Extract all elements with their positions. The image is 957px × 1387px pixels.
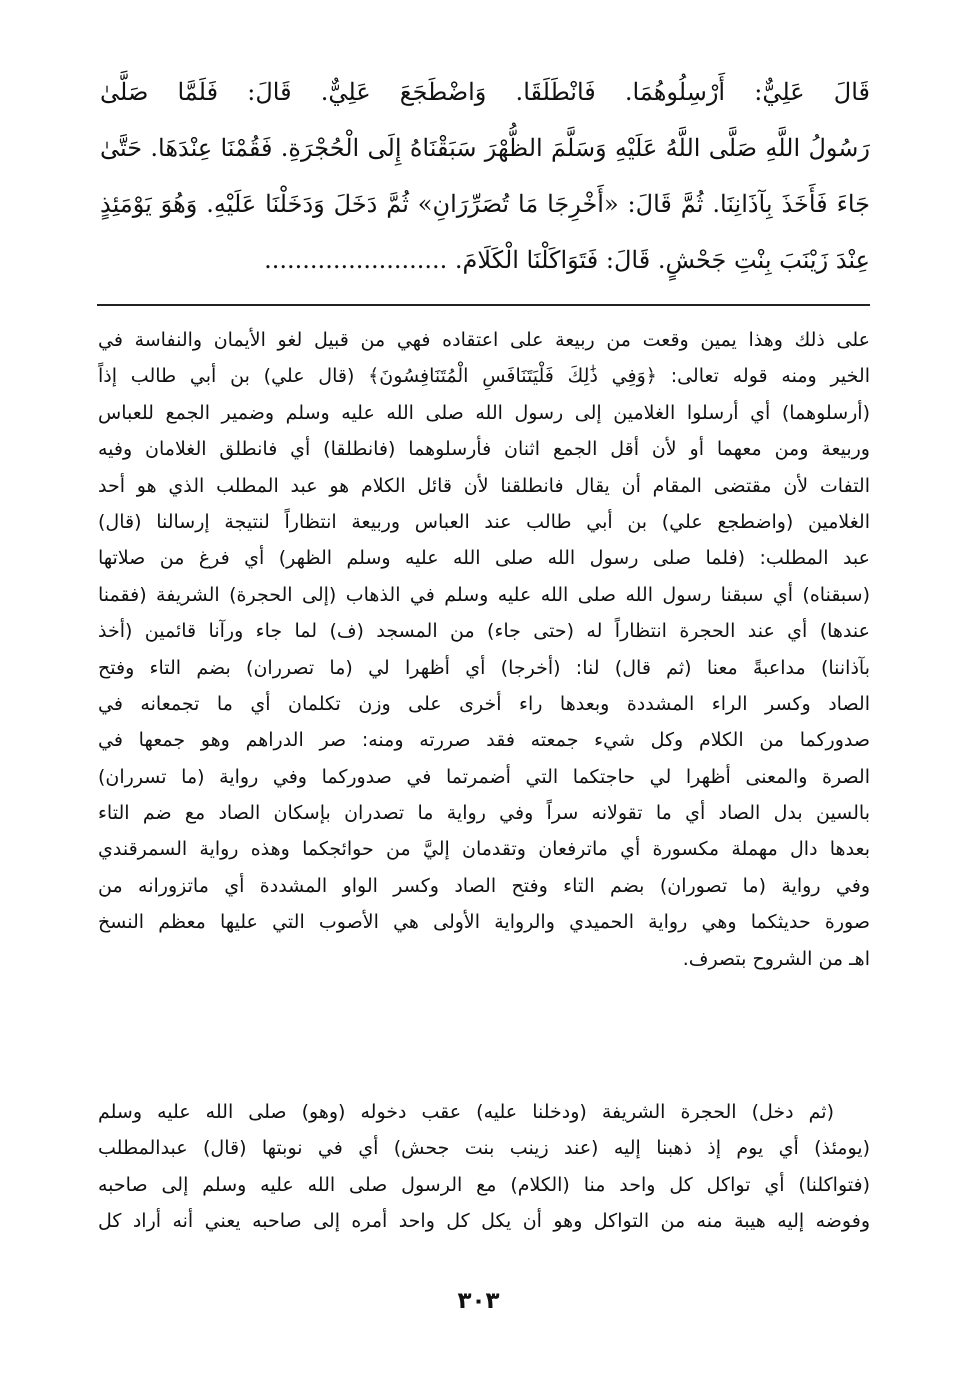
commentary-line: (سبقناه) أي سبقنا رسول الله صلى الله عليه وسلم في الذهاب (إلى الحجرة) الشريفة (فقمنا <box>98 583 870 606</box>
commentary-line: التفات لأن مقتضى المقام أن يقال فانطلقنا لأن قائل الكلام هو عبد المطلب الذي هو أحد <box>98 474 870 497</box>
commentary-line: عندها) أي عند الحجرة انتظاراً له (حتى جاء) من المسجد (ف) لما جاء ورآنا قائمين (أخذ <box>98 620 870 643</box>
commentary-line: وفوضه إليه هيبة منه من التواكل وهو أن يكل كل واحد أمره إلى صاحبه يعني أنه أراد كل <box>98 1210 870 1233</box>
commentary-line: اهـ من الشروح بتصرف. <box>682 947 870 970</box>
commentary-line: بآذاننا) مداعبةً معنا (ثم قال) لنا: (أخرجا) أي أظهرا لي (ما تصرران) بضم التاء وفتح <box>98 656 870 679</box>
commentary-line: بالسين بدل الصاد أي ما تقولانه سراً وفي رواية ما تصدران بإسكان الصاد مع ضم التاء <box>98 802 870 825</box>
commentary-line: الصاد وكسر الراء المشددة وبعدها راء أخرى على وزن تكلمان أي ما تجمعانه في <box>98 692 870 715</box>
commentary-line: صورة حديثكما وهي رواية الحميدي والرواية الأولى هي الأصوب التي عليها معظم النسخ <box>98 911 870 934</box>
commentary-block <box>98 322 870 977</box>
commentary-line: الصرة والمعنى أظهرا لي حاجتكما التي أضمرتما في صدوركما وفي رواية (ما تسرران) <box>98 765 870 788</box>
commentary-line: عبد المطلب: (فلما صلى رسول الله صلى الله عليه وسلم الظهر) أي فرغ من صلاتها <box>98 547 870 570</box>
commentary-line: على ذلك وهذا يمين وقعت من ربيعة على اعتقاده فهي من قبيل لغو الأيمان والنفاسة في <box>98 329 870 351</box>
commentary-line: (أرسلوهما) أي أرسلوا الغلامين إلى رسول الله صلى الله عليه وسلم وضمير الجمع للعباس <box>98 401 870 424</box>
commentary-continuation <box>98 1094 870 1240</box>
hadith-text <box>100 64 870 288</box>
commentary-line: بعدها دال مهملة مكسورة أي ماترفعان وتقدمان إليَّ من حوائجكما وهذه رواية السمرقندي <box>98 838 870 861</box>
commentary-line: الخير ومنه قوله تعالى: ﴿وَفِي ذَٰلِكَ فَلْيَتَنَافَسِ الْمُتَنَافِسُونَ﴾ (قال علي) بن أبي طالب إذاً <box>98 365 870 388</box>
commentary-line: (فتواكلنا) أي تواكل كل واحد منا (الكلام) مع الرسول صلى الله عليه وسلم إلى صاحبه <box>98 1173 870 1196</box>
page-number: ٣٠٣ <box>457 1288 500 1314</box>
commentary-line: الغلامين (واضطجع علي) بن أبي طالب عند العباس وربيعة انتظاراً لنتيجة إرسالنا (قال) <box>98 510 870 533</box>
hadith-line: رَسُولُ اللَّهِ صَلَّى اللَّهُ عَلَيْهِ وَسَلَّمَ الظُّهْرَ سَبَقْنَاهُ إِلَى الْحُجْرَةِ. فَقُمْنَا عِنْدَهَا. حَتَّىٰ <box>100 134 870 162</box>
hadith-line: عِنْدَ زَيْنَبَ بِنْتِ جَحْشٍ. قَالَ: فَتَوَاكَلْنَا الْكَلَامَ. ........................ <box>264 246 870 274</box>
hadith-line: جَاءَ فَأَخَذَ بِآذَانِنَا. ثُمَّ قَالَ: «أَخْرِجَا مَا تُصَرِّرَانِ» ثُمَّ دَخَلَ وَدَخَلْنَا عَلَيْهِ. وَهُوَ يَوْمَئِذٍ <box>100 190 870 218</box>
hadith-line: قَالَ عَلِيٌّ: أَرْسِلُوهُمَا. فَانْطَلَقَا. وَاضْطَجَعَ عَلِيٌّ. قَالَ: فَلَمَّا صَلَّىٰ <box>100 78 870 106</box>
commentary-line: (يومئذ) أي يوم إذ ذهبنا إليه (عند زينب بنت جحش) أي في نوبتها (قال) عبدالمطلب <box>98 1137 870 1160</box>
footnote-divider <box>97 304 870 306</box>
commentary-line: وربيعة ومن معهما أو لأن أقل الجمع اثنان فأرسلوهما (فانطلقا) أي فانطلق الغلامان وفيه <box>98 438 870 461</box>
commentary-line: (ثم دخل) الحجرة الشريفة (ودخلنا عليه) عقب دخوله (وهو) صلى الله عليه وسلم <box>98 1101 834 1123</box>
commentary-line: صدوركما من الكلام وكل شيء جمعته فقد صررته ومنه: صر الدراهم وهو جمعها في <box>98 729 870 752</box>
commentary-line: وفي رواية (ما تصوران) بضم التاء وفتح الصاد وكسر الواو المشددة أي ماتزورانه من <box>98 874 870 897</box>
